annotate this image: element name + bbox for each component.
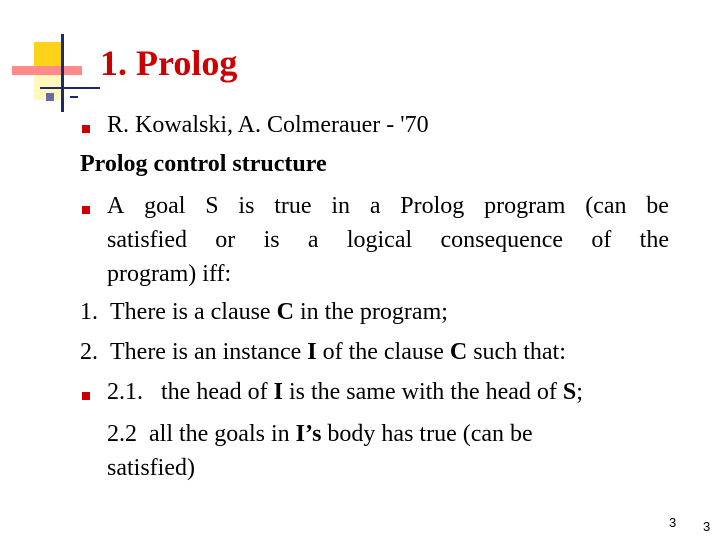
bullet-square-icon <box>82 206 90 214</box>
slide-title: 1. Prolog <box>100 43 238 83</box>
goal-definition-line-2 <box>107 226 669 254</box>
ornament-purple-square <box>46 93 54 101</box>
sub-rule-2-1-pre: 2.1. the head of <box>107 379 274 405</box>
sub-rule-2-1-post: ; <box>576 379 583 405</box>
sub-rule-2-2 <box>107 420 533 448</box>
goal-line-1-word: goal <box>144 193 186 219</box>
goal-line-1-word: is <box>238 193 255 219</box>
sub-rule-2-2-instance: I’s <box>295 421 322 447</box>
goal-line-2-word: of <box>591 227 612 253</box>
page-number: 3 <box>669 515 677 530</box>
rule-1-number: 1. <box>80 299 98 325</box>
sub-rule-2-1-mid: is the same with the head of <box>282 379 563 405</box>
goal-line-2-word: or <box>215 227 236 253</box>
rule-2-clause: C <box>449 339 468 365</box>
bullet-square-icon <box>82 392 90 400</box>
sub-rule-2-1-instance: I <box>273 379 283 405</box>
sub-rule-2-2-line-2: satisfied) <box>107 455 195 481</box>
authors-line: R. Kowalski, A. Colmerauer - '70 <box>107 112 429 138</box>
sub-rule-2-2-post: body has true (can be <box>321 421 533 447</box>
goal-line-2-word: a <box>307 227 319 253</box>
page-number-outer: 3 <box>703 519 711 534</box>
goal-line-1-word: program <box>484 193 566 219</box>
rule-1-text-pre: There is a clause <box>110 299 277 325</box>
ornament-red-bar <box>12 66 82 75</box>
sub-rule-2-1-goal: S <box>562 379 577 405</box>
ornament-horizontal-line <box>40 87 100 89</box>
goal-definition-line-3: program) iff: <box>107 261 232 287</box>
sub-rule-2-1 <box>107 378 583 406</box>
goal-line-1-word: a <box>369 193 381 219</box>
sub-rule-2-2-pre: 2.2 all the goals in <box>107 421 296 447</box>
goal-line-2-word: logical <box>346 227 413 253</box>
rule-2-number: 2. <box>80 339 98 365</box>
goal-line-1-word: A <box>107 193 125 219</box>
goal-line-1-word: in <box>331 193 351 219</box>
rule-2-instance: I <box>307 339 317 365</box>
goal-line-2-word: the <box>639 227 669 253</box>
goal-line-1-word: true <box>274 193 312 219</box>
rule-2-text-mid: of the clause <box>316 339 450 365</box>
rule-2-text-post: such that: <box>467 339 566 365</box>
goal-line-1-word: (can <box>585 193 627 219</box>
bullet-square-icon <box>82 125 90 133</box>
goal-definition-line-1 <box>107 192 669 220</box>
goal-line-1-word: be <box>646 193 669 219</box>
goal-line-2-word: consequence <box>440 227 564 253</box>
rule-1-text-post: in the program; <box>293 299 448 325</box>
goal-line-2-word: is <box>263 227 280 253</box>
ornament-vertical-line <box>61 34 64 112</box>
goal-line-2-word: satisfied <box>107 227 187 253</box>
goal-line-1-word: Prolog <box>400 193 465 219</box>
goal-line-1-word: S <box>205 193 219 219</box>
rule-2-text-pre: There is an instance <box>110 339 308 365</box>
ornament-small-tick <box>70 96 78 98</box>
rule-1-clause: C <box>276 299 294 325</box>
corner-ornament <box>0 0 100 110</box>
rule-2 <box>80 338 566 366</box>
section-heading: Prolog control structure <box>80 151 327 177</box>
rule-1 <box>80 298 448 326</box>
